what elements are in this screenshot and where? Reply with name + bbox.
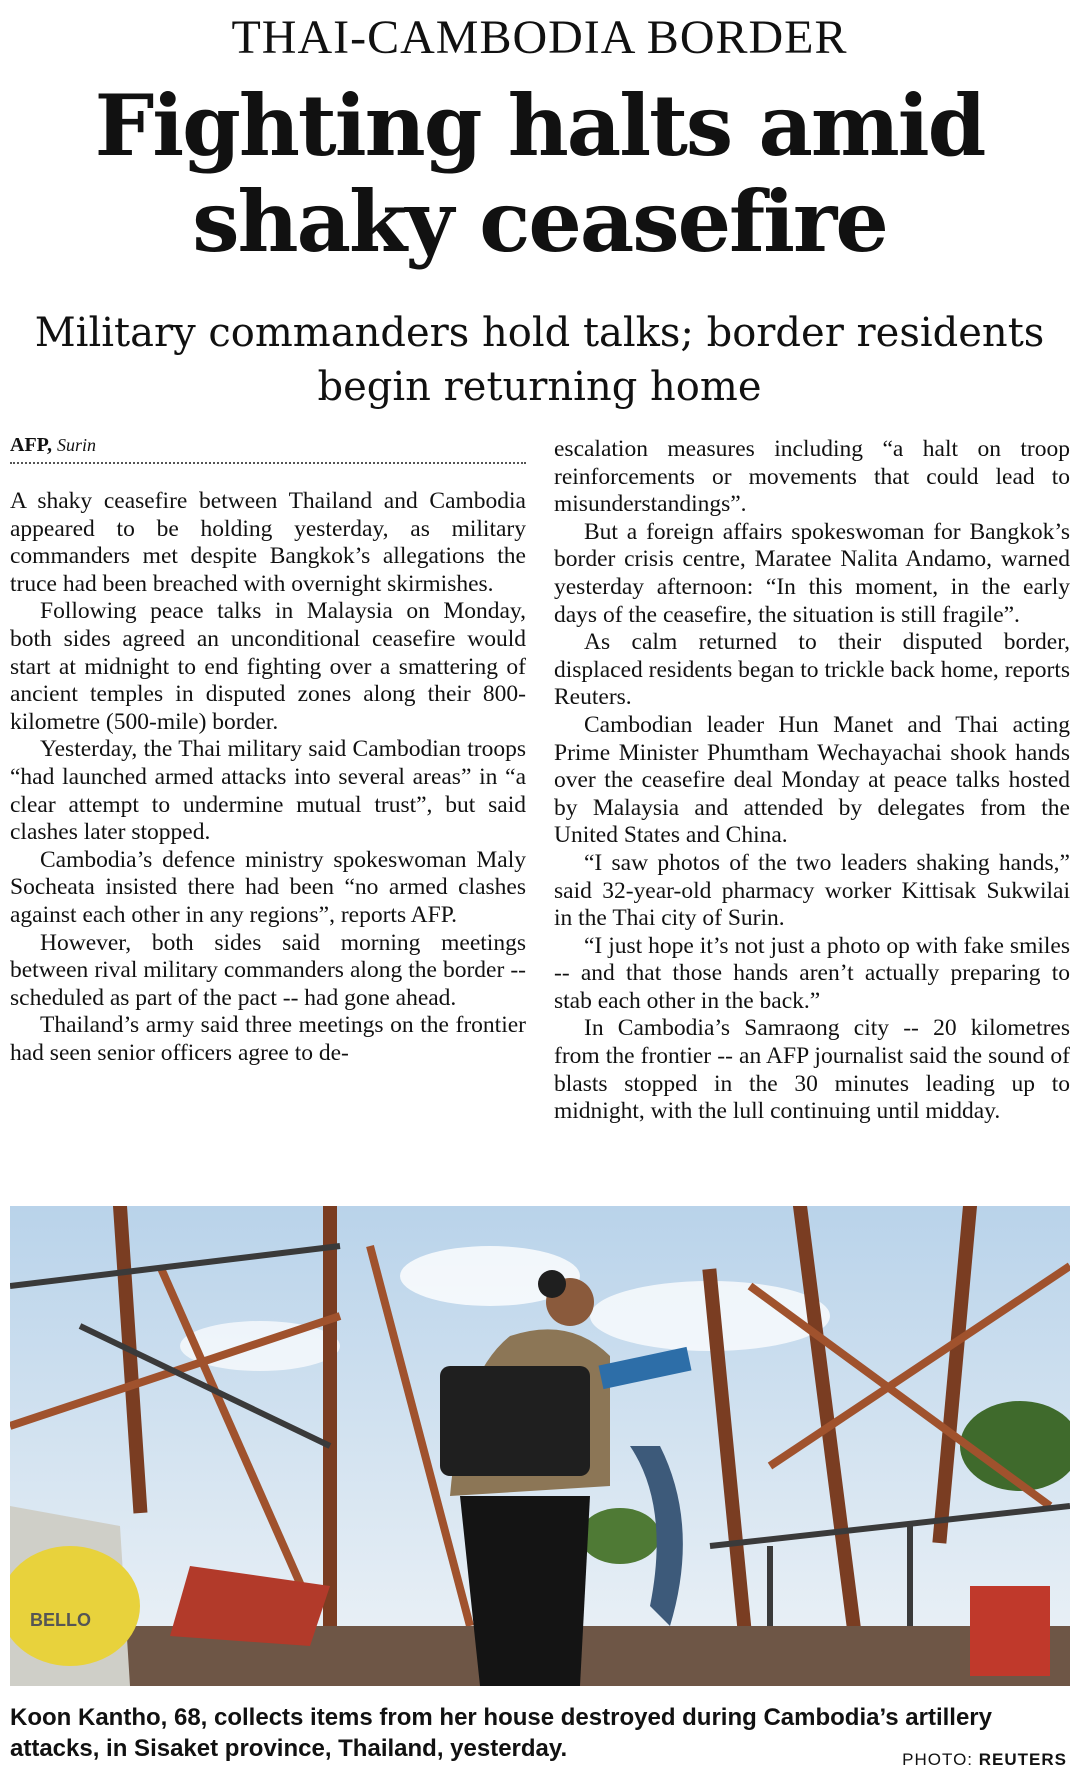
- paragraph: “I just hope it’s not just a photo op with fake smiles -- and that those hands aren’t actually preparing to stab each other in the back.”: [554, 932, 1070, 1014]
- paragraph: “I saw photos of the two leaders shaking hands,” said 32-year-old pharmacy worker Kittisak Sukwilai in the Thai city of Surin.: [554, 849, 1070, 932]
- photo-caption: Koon Kantho, 68, collects items from her house destroyed during Cambodia’s artillery attacks, in Sisaket province, Thailand, yesterday.: [10, 1704, 992, 1762]
- section-kicker: THAI-CAMBODIA BORDER: [231, 11, 848, 64]
- headline: [0, 78, 1079, 270]
- photo-credit-source: REUTERS: [978, 1750, 1067, 1769]
- paragraph: As calm returned to their disputed border, displaced residents began to trickle back home, reports Reuters.: [554, 629, 1070, 711]
- paragraph: Cambodian leader Hun Manet and Thai acting Prime Minister Phumtham Wechayachai shook hands over the ceasefire deal Monday at peace talks hosted by Malaysia and attended by delegates from the United States and China.: [554, 711, 1070, 849]
- paragraph-continuation: escalation measures including “a halt on troop reinforcements or movements that could lead to misunderstandings”.: [554, 436, 1070, 518]
- subheadline-line-2: begin returning home: [317, 364, 762, 410]
- destroyed-house-illustration: [10, 1206, 1070, 1686]
- paragraph: Cambodia’s defence ministry spokeswoman Maly Socheata insisted there had been “no armed clashes against each other in any regions”, reports AFP.: [10, 846, 526, 928]
- news-photo: [10, 1206, 1070, 1686]
- paragraph: Thailand’s army said three meetings on the frontier had seen senior officers agree to de-: [10, 1012, 526, 1066]
- photo-credit-label: PHOTO:: [902, 1750, 974, 1769]
- paragraph: But a foreign affairs spokeswoman for Bangkok’s border crisis centre, Maratee Nalita Andamo, warned yesterday afternoon: “In this moment, in the early days of the ceasefire, the situation is still fragile”.: [554, 518, 1070, 628]
- article-column-2: [554, 436, 1070, 1196]
- ball-text: BELLO: [30, 1610, 91, 1630]
- paragraph: A shaky ceasefire between Thailand and Cambodia appeared to be holding yesterday, as military commanders met despite Bangkok’s allegations the truce had been breached with overnight skirmishes.: [10, 488, 526, 597]
- article-column-1: [10, 488, 526, 1188]
- paragraph: However, both sides said morning meetings between rival military commanders along the border -- scheduled as part of the pact -- had gone ahead.: [10, 929, 526, 1011]
- photo-credit: [902, 1750, 1067, 1770]
- headline-line-1: Fighting halts amid: [94, 76, 985, 175]
- subheadline-line-1: Military commanders hold talks; border residents: [34, 310, 1045, 356]
- paragraph: Following peace talks in Malaysia on Monday, both sides agreed an unconditional ceasefire would start at midnight to end fighting over a smattering of ancient temples in disputed zones along their 800-kilometre (500-mile) border.: [10, 598, 526, 735]
- headline-line-2: shaky ceasefire: [192, 172, 887, 271]
- byline-source: AFP,: [10, 434, 53, 456]
- byline: [10, 434, 526, 464]
- subheadline: [0, 306, 1079, 414]
- paragraph: Yesterday, the Thai military said Cambodian troops “had launched armed attacks into several areas” in “a clear attempt to undermine mutual trust”, but said clashes later stopped.: [10, 736, 526, 846]
- paragraph: In Cambodia’s Samraong city -- 20 kilometres from the frontier -- an AFP journalist said the sound of blasts stopped in the 30 minutes leading up to midnight, with the lull continuing until midday.: [554, 1015, 1070, 1125]
- byline-location: Surin: [57, 435, 97, 455]
